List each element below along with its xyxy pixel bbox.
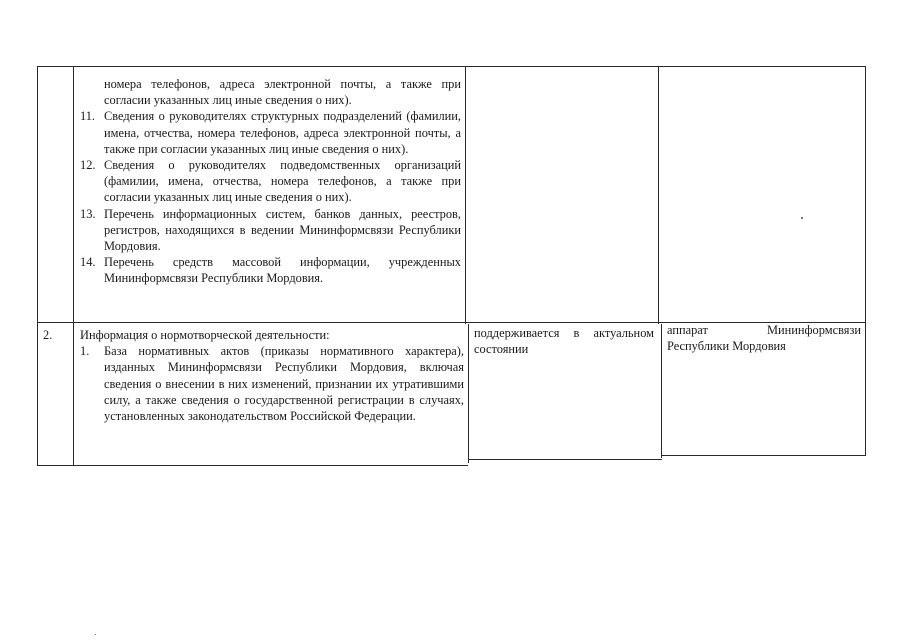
list-item-number: 11. — [80, 109, 96, 124]
list-item-number: 14. — [80, 255, 96, 270]
table-border-bottom-left — [37, 465, 468, 466]
responsible-text: аппарат Мининформсвязи Республики Мордовия — [667, 323, 861, 354]
table-column-divider-frequency-row2 — [661, 324, 662, 458]
table-column-divider-frequency — [658, 66, 659, 324]
row2-number-cell — [43, 327, 71, 343]
row2-frequency-cell — [474, 325, 654, 357]
list-item-text: База нормативных актов (приказы нормативного характера), изданных Мининформсвязи Республики Мордовия, включая сведения о внесении в них изменений, признании их утратившими силу, а также сведения о государственной регистрации в случаях, установленных законодательством Российской Федерации. — [104, 344, 464, 424]
row1-continuation-text: номера телефонов, адреса электронной почты, а также при согласии указанных лиц иные сведения о них). — [104, 77, 461, 108]
section-heading: Информация о нормотворческой деятельности: — [80, 328, 330, 342]
list-item-text: Сведения о руководителях структурных подразделений (фамилии, имена, отчества, номера телефонов, адреса электронной почты, а также при согласии указанных лиц иные сведения о них). — [104, 109, 461, 156]
row-number: 2. — [43, 328, 53, 342]
table-border-left — [37, 66, 38, 466]
list-item — [76, 157, 461, 206]
list-item-number: 13. — [80, 206, 96, 221]
list-item — [76, 206, 461, 255]
table-column-divider-content-row2 — [468, 324, 469, 463]
list-item — [80, 343, 464, 424]
row2-content-cell — [80, 327, 464, 424]
table-border-bottom-right — [661, 455, 866, 456]
frequency-text: поддерживается в актуальном состоянии — [474, 326, 654, 357]
table-column-divider-content-row1 — [465, 66, 466, 324]
row2-responsible-cell — [667, 322, 861, 354]
list-item-text: Сведения о руководителях подведомственных организаций (фамилии, имена, отчества, номера телефонов, а также при согласии указанных лиц иные сведения о них). — [104, 158, 461, 205]
list-item-text: Перечень средств массовой информации, учрежденных Мининформсвязи Республики Мордовия. — [104, 255, 461, 286]
table-border-bottom-middle — [468, 459, 662, 460]
scan-speck — [95, 634, 96, 635]
table-border-top — [37, 66, 866, 67]
table-column-divider-number — [73, 66, 74, 466]
list-item-number: 1. — [80, 344, 90, 359]
list-item — [76, 254, 461, 286]
list-item-number: 12. — [80, 158, 96, 173]
scan-speck — [801, 217, 803, 219]
table-border-right — [865, 66, 866, 456]
row1-content-cell — [76, 76, 461, 287]
list-item — [76, 108, 461, 157]
list-item-text: Перечень информационных систем, банков данных, реестров, регистров, находящихся в ведении Мининформсвязи Республики Мордовия. — [104, 206, 461, 254]
